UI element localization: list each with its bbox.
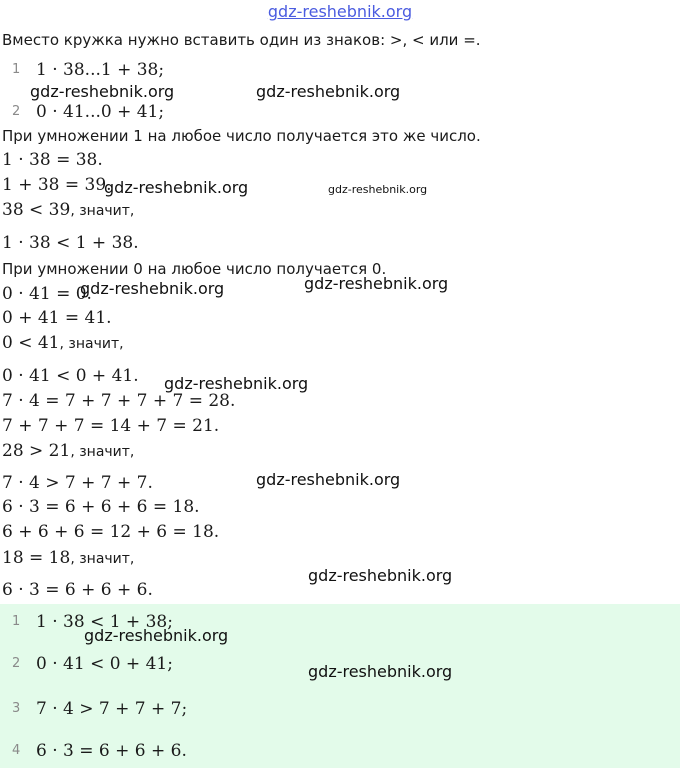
comparison: 18 = 18 <box>2 548 71 568</box>
task-intro: Вместо кружка нужно вставить один из знаков: >, < или =. <box>2 31 481 49</box>
solution-line-12: 7 + 7 + 7 = 14 + 7 = 21. <box>2 416 220 436</box>
solution-line-14: 7 · 4 > 7 + 7 + 7. <box>2 473 153 493</box>
item-number: 1 <box>12 62 21 77</box>
therefore-text: , значит, <box>70 551 135 567</box>
item-expression: 7 · 4 > 7 + 7 + 7; <box>36 699 188 719</box>
comparison: 28 > 21 <box>2 441 71 461</box>
therefore-text: , значит, <box>59 336 124 352</box>
solution-line-8: 0 + 41 = 41. <box>2 308 112 328</box>
item-number: 4 <box>12 743 21 758</box>
watermark: gdz-reshebnik.org <box>308 662 453 681</box>
comparison: 0 < 41 <box>2 333 60 353</box>
solution-line-1: При умножении 1 на любое число получается это же число. <box>2 127 481 145</box>
watermark: gdz-reshebnik.org <box>256 470 401 489</box>
solution-line-15: 6 · 3 = 6 + 6 + 6 = 18. <box>2 497 200 517</box>
watermark: gdz-reshebnik.org <box>104 178 249 197</box>
solution-line-11: 7 · 4 = 7 + 7 + 7 + 7 = 28. <box>2 391 236 411</box>
solution-line-10: 0 · 41 < 0 + 41. <box>2 366 139 386</box>
site-link[interactable]: gdz-reshebnik.org <box>267 2 413 21</box>
item-number: 2 <box>12 656 21 671</box>
comparison: 38 < 39 <box>2 200 71 220</box>
item-expression: 6 · 3 = 6 + 6 + 6. <box>36 741 187 761</box>
watermark: gdz-reshebnik.org <box>164 374 309 393</box>
solution-line-16: 6 + 6 + 6 = 12 + 6 = 18. <box>2 522 220 542</box>
watermark: gdz-reshebnik.org <box>308 566 453 585</box>
solution-line-4 <box>2 200 134 220</box>
solution-line-3: 1 + 38 = 39. <box>2 175 112 195</box>
therefore-text: , значит, <box>70 203 135 219</box>
item-expression: 1 · 38...1 + 38; <box>36 60 165 80</box>
item-expression: 0 · 41...0 + 41; <box>36 102 165 122</box>
watermark: gdz-reshebnik.org <box>84 626 229 645</box>
solution-line-9 <box>2 333 124 353</box>
solution-line-13 <box>2 441 134 461</box>
watermark: gdz-reshebnik.org <box>304 274 449 293</box>
solution-line-2: 1 · 38 = 38. <box>2 150 103 170</box>
watermark: gdz-reshebnik.org <box>256 82 401 101</box>
solution-line-6: При умножении 0 на любое число получается 0. <box>2 260 387 278</box>
solution-line-7: 0 · 41 = 0. <box>2 284 92 304</box>
item-expression: 0 · 41 < 0 + 41; <box>36 654 173 674</box>
solution-line-18: 6 · 3 = 6 + 6 + 6. <box>2 580 153 600</box>
therefore-text: , значит, <box>70 444 135 460</box>
item-number: 2 <box>12 104 21 119</box>
watermark: gdz-reshebnik.org <box>328 183 428 196</box>
item-number: 3 <box>12 701 21 716</box>
item-expression: 1 · 38 < 1 + 38; <box>36 612 173 632</box>
watermark: gdz-reshebnik.org <box>30 82 175 101</box>
solution-line-17 <box>2 548 134 568</box>
item-number: 1 <box>12 614 21 629</box>
watermark: gdz-reshebnik.org <box>80 279 225 298</box>
solution-line-5: 1 · 38 < 1 + 38. <box>2 233 139 253</box>
